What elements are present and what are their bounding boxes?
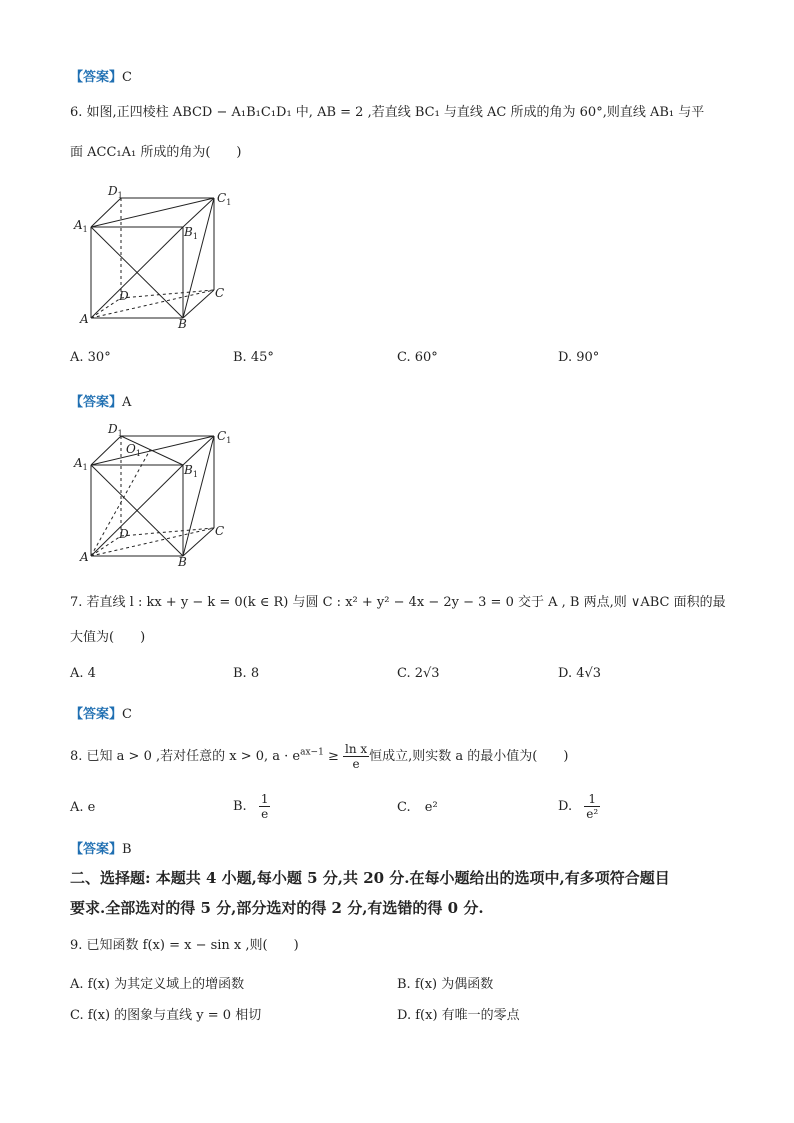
q8-option-c-label: C. [397, 800, 411, 815]
label-c1: $C_1$ [217, 191, 232, 207]
answer-value: C [122, 70, 132, 85]
label-a1: $A_1$ [74, 456, 88, 472]
answer-label: 【答案】 [70, 707, 123, 722]
q8-option-d [558, 792, 600, 821]
q9-option-c: C. f(x) 的图象与直线 y = 0 相切 [70, 1008, 262, 1023]
q7-stem-line1: 7. 若直线 l : kx + y − k = 0(k ∈ R) 与圆 C : x² + y² − 4x − 2y − 3 = 0 交于 A , B 两点,则 ∨ABC 面积的最 [70, 595, 726, 610]
label-b1: $B_1$ [184, 225, 198, 241]
answer-label: 【答案】 [70, 70, 123, 85]
label-c1: $C_1$ [217, 429, 232, 445]
label-a1: $A_1$ [74, 218, 88, 234]
q6-option-a: A. 30° [70, 350, 111, 365]
answer-q5 [70, 66, 132, 85]
label-b1: $B_1$ [184, 463, 198, 479]
label-d1: $D_1$ [108, 184, 123, 200]
frac-num: 1 [584, 792, 600, 807]
answer-value: A [122, 395, 132, 410]
q8-option-c [397, 800, 438, 815]
q8-option-b [233, 792, 270, 821]
q8-option-d-label: D. [558, 799, 573, 814]
q8-option-b-frac [259, 792, 271, 821]
q8-option-c-value: e² [424, 800, 438, 815]
q6-option-c: C. 60° [397, 350, 438, 365]
label-b: B [178, 317, 187, 331]
frac-den: e² [586, 807, 599, 821]
label-a: A [80, 550, 89, 564]
label-d1: $D_1$ [108, 422, 123, 438]
label-d: D [119, 289, 129, 303]
answer-q8 [70, 838, 132, 857]
frac-num: 1 [260, 792, 269, 806]
section2-heading-line2: 要求.全部选对的得 5 分,部分选对的得 2 分,有选错的得 0 分. [70, 899, 484, 917]
q8-stem-post: 恒成立,则实数 a 的最小值为( ) [369, 749, 569, 764]
q8-option-a: A. e [70, 800, 96, 815]
q8-exponent: ax−1 [300, 747, 324, 758]
q8-frac-den: e [352, 757, 360, 771]
label-b: B [178, 555, 187, 569]
q9-option-d: D. f(x) 有唯一的零点 [397, 1008, 520, 1023]
answer-label: 【答案】 [70, 842, 123, 857]
q7-option-b: B. 8 [233, 666, 260, 681]
label-c: C [215, 524, 225, 538]
answer-q7 [70, 703, 132, 722]
q6-option-d: D. 90° [558, 350, 600, 365]
answer-value: B [122, 842, 132, 857]
q7-option-d: D. 4√3 [558, 666, 602, 681]
q8-stem [70, 742, 568, 771]
label-o1: $O_1$ [126, 442, 141, 458]
q9-option-a: A. f(x) 为其定义域上的增函数 [70, 977, 245, 992]
answer-q6 [70, 391, 131, 410]
q6-stem-line1: 6. 如图,正四棱柱 ABCD − A₁B₁C₁D₁ 中, AB = 2 ,若直线 BC₁ 与直线 AC 所成的角为 60°,则直线 AB₁ 与平 [70, 105, 705, 120]
label-c: C [215, 286, 225, 300]
q8-option-d-frac [584, 792, 600, 821]
q6-stem-line2: 面 ACC₁A₁ 所成的角为( ) [70, 145, 242, 160]
q7-stem-line2: 大值为( ) [70, 630, 146, 645]
q8-option-b-label: B. [233, 799, 247, 814]
frac-den: e [261, 807, 269, 821]
section2-heading-line1: 二、选择题: 本题共 4 小题,每小题 5 分,共 20 分.在每小题给出的选项中,有多项符合题目 [70, 869, 670, 887]
q6-option-b: B. 45° [233, 350, 274, 365]
answer-label: 【答案】 [70, 395, 123, 410]
q7-option-c: C. 2√3 [397, 666, 440, 681]
q6-prism-figure [72, 182, 242, 332]
q8-ge: ≥ [323, 749, 343, 764]
label-a: A [80, 312, 89, 326]
answer-value: C [122, 707, 132, 722]
q7-option-a: A. 4 [70, 666, 96, 681]
q9-stem: 9. 已知函数 f(x) = x − sin x ,则( ) [70, 938, 299, 953]
q8-stem-pre: 8. 已知 a > 0 ,若对任意的 x > 0, a · e [70, 749, 301, 764]
q8-fraction [343, 742, 369, 771]
q9-option-b: B. f(x) 为偶函数 [397, 977, 494, 992]
q6-solution-figure [72, 420, 242, 572]
label-d: D [119, 527, 129, 541]
q8-frac-num: ln x [345, 742, 368, 756]
